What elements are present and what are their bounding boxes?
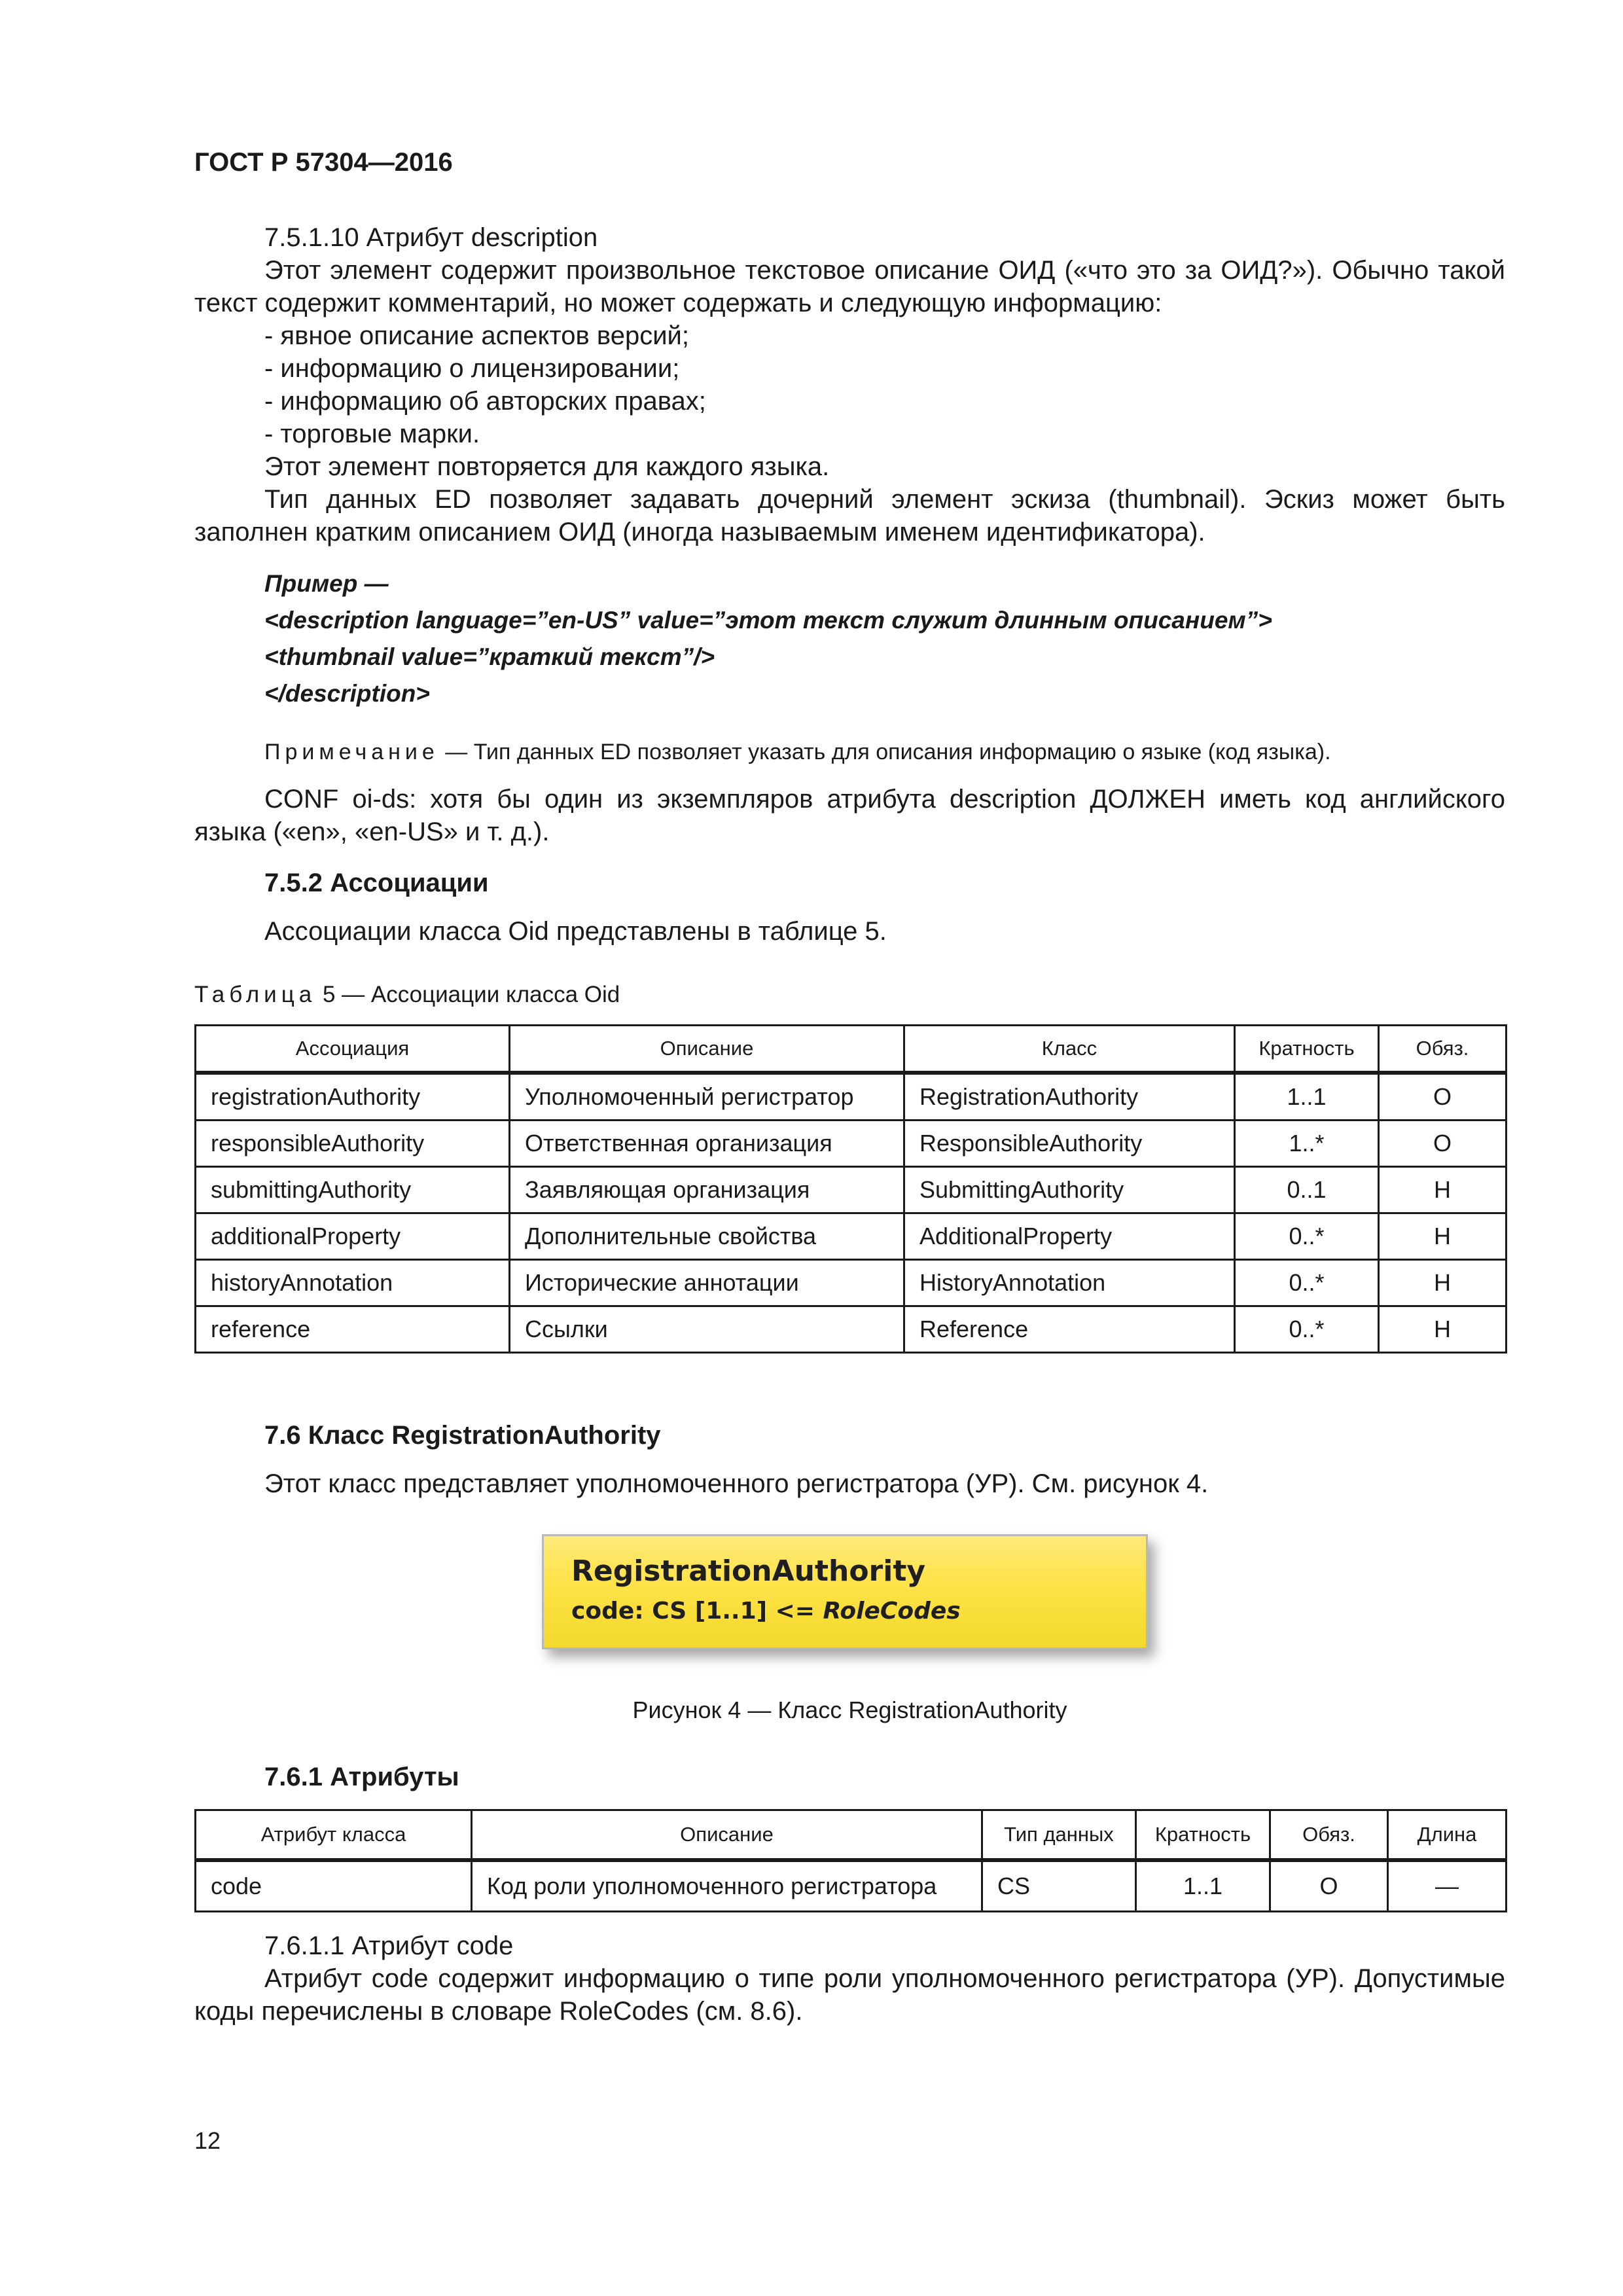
- column-header: Кратность: [1136, 1810, 1270, 1861]
- attributes-table: [194, 1809, 1507, 1912]
- table-row: [196, 1860, 1507, 1912]
- column-header: Обяз.: [1379, 1026, 1507, 1073]
- document-header: ГОСТ Р 57304—2016: [194, 148, 453, 177]
- table-cell: 0..*: [1235, 1213, 1379, 1260]
- note-paragraph: [264, 736, 1331, 768]
- uml-class-name: RegistrationAuthority: [571, 1554, 926, 1588]
- table-cell: Ответственная организация: [510, 1121, 904, 1167]
- note-label: Примечание: [264, 740, 439, 764]
- description-paragraph: Этот элемент содержит произвольное текстовое описание ОИД («что это за ОИД?»). Обычно такой текст содержит комментарий, но может содержать и следующую информацию:: [194, 256, 1505, 317]
- section-title-7-5-2: 7.5.2 Ассоциации: [264, 869, 489, 897]
- table-cell: Н: [1379, 1213, 1507, 1260]
- table-cell: additionalProperty: [196, 1213, 510, 1260]
- table-cell: 0..1: [1235, 1167, 1379, 1213]
- table-cell: 1..*: [1235, 1121, 1379, 1167]
- bullet-item: - торговые марки.: [264, 420, 480, 448]
- table-cell: Н: [1379, 1306, 1507, 1353]
- table-cell: Заявляющая организация: [510, 1167, 904, 1213]
- table-row: [196, 1260, 1507, 1306]
- section-title-7-6-1: 7.6.1 Атрибуты: [264, 1763, 459, 1791]
- column-header: Обяз.: [1270, 1810, 1388, 1861]
- table-row: [196, 1073, 1507, 1121]
- section-title-7-6-1-1: 7.6.1.1 Атрибут code: [264, 1931, 514, 1960]
- section-title-7-5-1-10: 7.5.1.10 Атрибут description: [264, 223, 598, 252]
- column-header: Описание: [472, 1810, 982, 1861]
- column-header: Кратность: [1235, 1026, 1379, 1073]
- table-cell: 0..*: [1235, 1306, 1379, 1353]
- table-header-row: [196, 1026, 1507, 1073]
- table-cell: RegistrationAuthority: [904, 1073, 1235, 1121]
- table-cell: О: [1379, 1073, 1507, 1121]
- table-row: [196, 1121, 1507, 1167]
- example-label: Пример —: [264, 570, 389, 597]
- table-cell: Исторические аннотации: [510, 1260, 904, 1306]
- registration-authority-paragraph: Этот класс представляет уполномоченного регистратора (УР). См. рисунок 4.: [264, 1469, 1209, 1498]
- table-caption-label: Таблица: [194, 982, 317, 1007]
- table-cell: 0..*: [1235, 1260, 1379, 1306]
- table-cell: Ссылки: [510, 1306, 904, 1353]
- table-cell: О: [1270, 1860, 1388, 1912]
- associations-paragraph: Ассоциации класса Oid представлены в таблице 5.: [264, 917, 887, 946]
- example-line: <thumbnail value=”краткий текст”/>: [264, 643, 715, 670]
- table-cell: submittingAuthority: [196, 1167, 510, 1213]
- table-cell: Уполномоченный регистратор: [510, 1073, 904, 1121]
- column-header: Описание: [510, 1026, 904, 1073]
- table-cell: historyAnnotation: [196, 1260, 510, 1306]
- table-row: [196, 1167, 1507, 1213]
- example-line: </description>: [264, 680, 430, 707]
- conf-paragraph: CONF oi-ds: хотя бы один из экземпляров атрибута description ДОЛЖЕН иметь код английского языка («en», «en-US» и т. д.).: [194, 785, 1505, 846]
- associations-table: [194, 1024, 1507, 1354]
- column-header: Ассоциация: [196, 1026, 510, 1073]
- table-cell: Н: [1379, 1167, 1507, 1213]
- note-text: — Тип данных ED позволяет указать для описания информацию о языке (код языка).: [438, 740, 1331, 764]
- table-row: [196, 1306, 1507, 1353]
- section-title-7-6: 7.6 Класс RegistrationAuthority: [264, 1421, 661, 1450]
- table-cell: Дополнительные свойства: [510, 1213, 904, 1260]
- table-cell: code: [196, 1860, 472, 1912]
- bullet-item: - информацию о лицензировании;: [264, 354, 680, 383]
- uml-class-box: [542, 1534, 1148, 1649]
- table-cell: —: [1388, 1860, 1507, 1912]
- table-cell: ResponsibleAuthority: [904, 1121, 1235, 1167]
- table-cell: registrationAuthority: [196, 1073, 510, 1121]
- table-cell: reference: [196, 1306, 510, 1353]
- uml-class-attribute: [571, 1598, 961, 1624]
- table-cell: 1..1: [1136, 1860, 1270, 1912]
- table-cell: 1..1: [1235, 1073, 1379, 1121]
- thumbnail-paragraph: Тип данных ED позволяет задавать дочерний элемент эскиза (thumbnail). Эскиз может быть заполнен кратким описанием ОИД (иногда называемым именем идентификатора).: [194, 485, 1505, 547]
- bullet-item: - явное описание аспектов версий;: [264, 321, 690, 350]
- table-cell: HistoryAnnotation: [904, 1260, 1235, 1306]
- table-cell: AdditionalProperty: [904, 1213, 1235, 1260]
- table-cell: SubmittingAuthority: [904, 1167, 1235, 1213]
- table-cell: responsibleAuthority: [196, 1121, 510, 1167]
- column-header: Тип данных: [982, 1810, 1136, 1861]
- column-header: Длина: [1388, 1810, 1507, 1861]
- table-cell: Н: [1379, 1260, 1507, 1306]
- table-cell: Код роли уполномоченного регистратора: [472, 1860, 982, 1912]
- bullet-item: - информацию об авторских правах;: [264, 387, 706, 416]
- column-header: Атрибут класса: [196, 1810, 472, 1861]
- table-caption-text: 5 — Ассоциации класса Oid: [316, 982, 620, 1007]
- code-attribute-paragraph: Атрибут code содержит информацию о типе роли уполномоченного регистратора (УР). Допустимые коды перечислены в словаре RoleCodes (см. 8.6).: [194, 1964, 1505, 2026]
- table-cell: CS: [982, 1860, 1136, 1912]
- table-cell: Reference: [904, 1306, 1235, 1353]
- uml-attribute-type: RoleCodes: [823, 1598, 961, 1624]
- uml-attribute-signature: code: CS [1..1] <=: [571, 1598, 823, 1624]
- example-line: <description language=”en-US” value=”этот текст служит длинным описанием”>: [264, 607, 1272, 634]
- figure-caption: Рисунок 4 — Класс RegistrationAuthority: [632, 1696, 1067, 1723]
- table-header-row: [196, 1810, 1507, 1861]
- table-caption: [194, 982, 620, 1008]
- table-row: [196, 1213, 1507, 1260]
- table-cell: О: [1379, 1121, 1507, 1167]
- repeat-paragraph: Этот элемент повторяется для каждого языка.: [264, 452, 830, 481]
- column-header: Класс: [904, 1026, 1235, 1073]
- page-number: 12: [194, 2127, 221, 2154]
